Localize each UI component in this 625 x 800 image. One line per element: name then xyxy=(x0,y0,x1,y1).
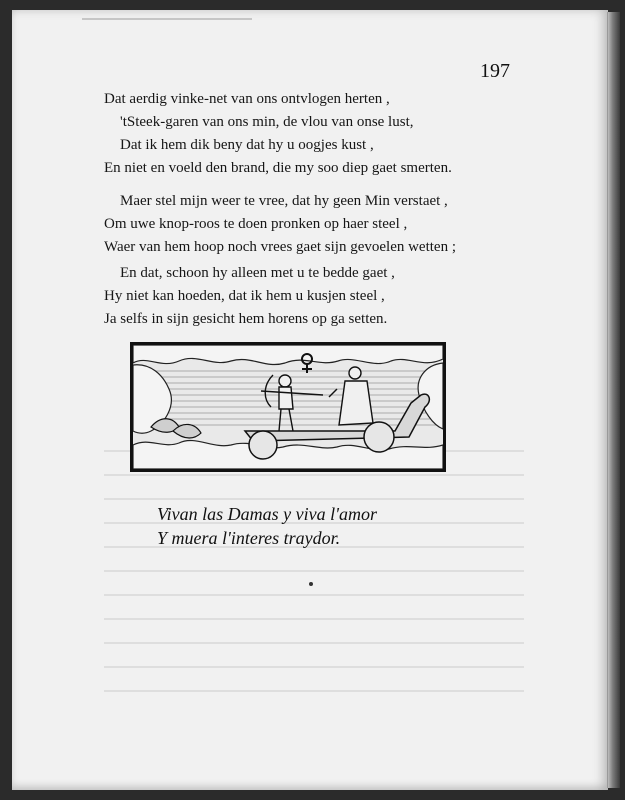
verse-line: En niet en voeld den brand, die my soo diep gaet smerten. xyxy=(104,160,452,176)
verse-line: Waer van hem hoop noch vrees gaet sijn gevoelen wetten ; xyxy=(104,239,457,255)
book-page xyxy=(12,10,608,790)
stanza-2 xyxy=(104,190,456,259)
header-marks xyxy=(82,6,252,20)
verse-line: Dat aerdig vinke-net van ons ontvlogen herten , xyxy=(104,91,390,107)
motto-line: Y muera l'interes traydor. xyxy=(157,528,341,548)
show-through-text xyxy=(104,450,524,700)
verse-line: En dat, schoon hy alleen met u te bedde gaet , xyxy=(120,265,395,281)
page-number: 197 xyxy=(480,60,510,82)
verse-line: Ja selfs in sijn gesicht hem horens op ga setten. xyxy=(104,311,388,327)
print-speck xyxy=(309,582,313,586)
page-edge xyxy=(607,12,620,788)
motto xyxy=(157,502,377,550)
verse-line: Dat ik hem dik beny dat hy u oogjes kust , xyxy=(120,137,374,153)
verse-line: Maer stel mijn weer te vree, dat hy geen Min verstaet , xyxy=(120,193,448,209)
motto-line: Vivan las Damas y viva l'amor xyxy=(157,504,377,524)
verse-line: 'tSteek-garen van ons min, de vlou van onse lust, xyxy=(120,114,414,130)
verse-line: Om uwe knop-roos te doen pronken op haer steel , xyxy=(104,216,408,232)
stanza-3 xyxy=(104,262,395,331)
woodcut-illustration xyxy=(130,342,446,472)
woodcut-svg xyxy=(133,345,443,469)
verse-line: Hy niet kan hoeden, dat ik hem u kusjen steel , xyxy=(104,288,385,304)
stanza-1 xyxy=(104,88,452,180)
